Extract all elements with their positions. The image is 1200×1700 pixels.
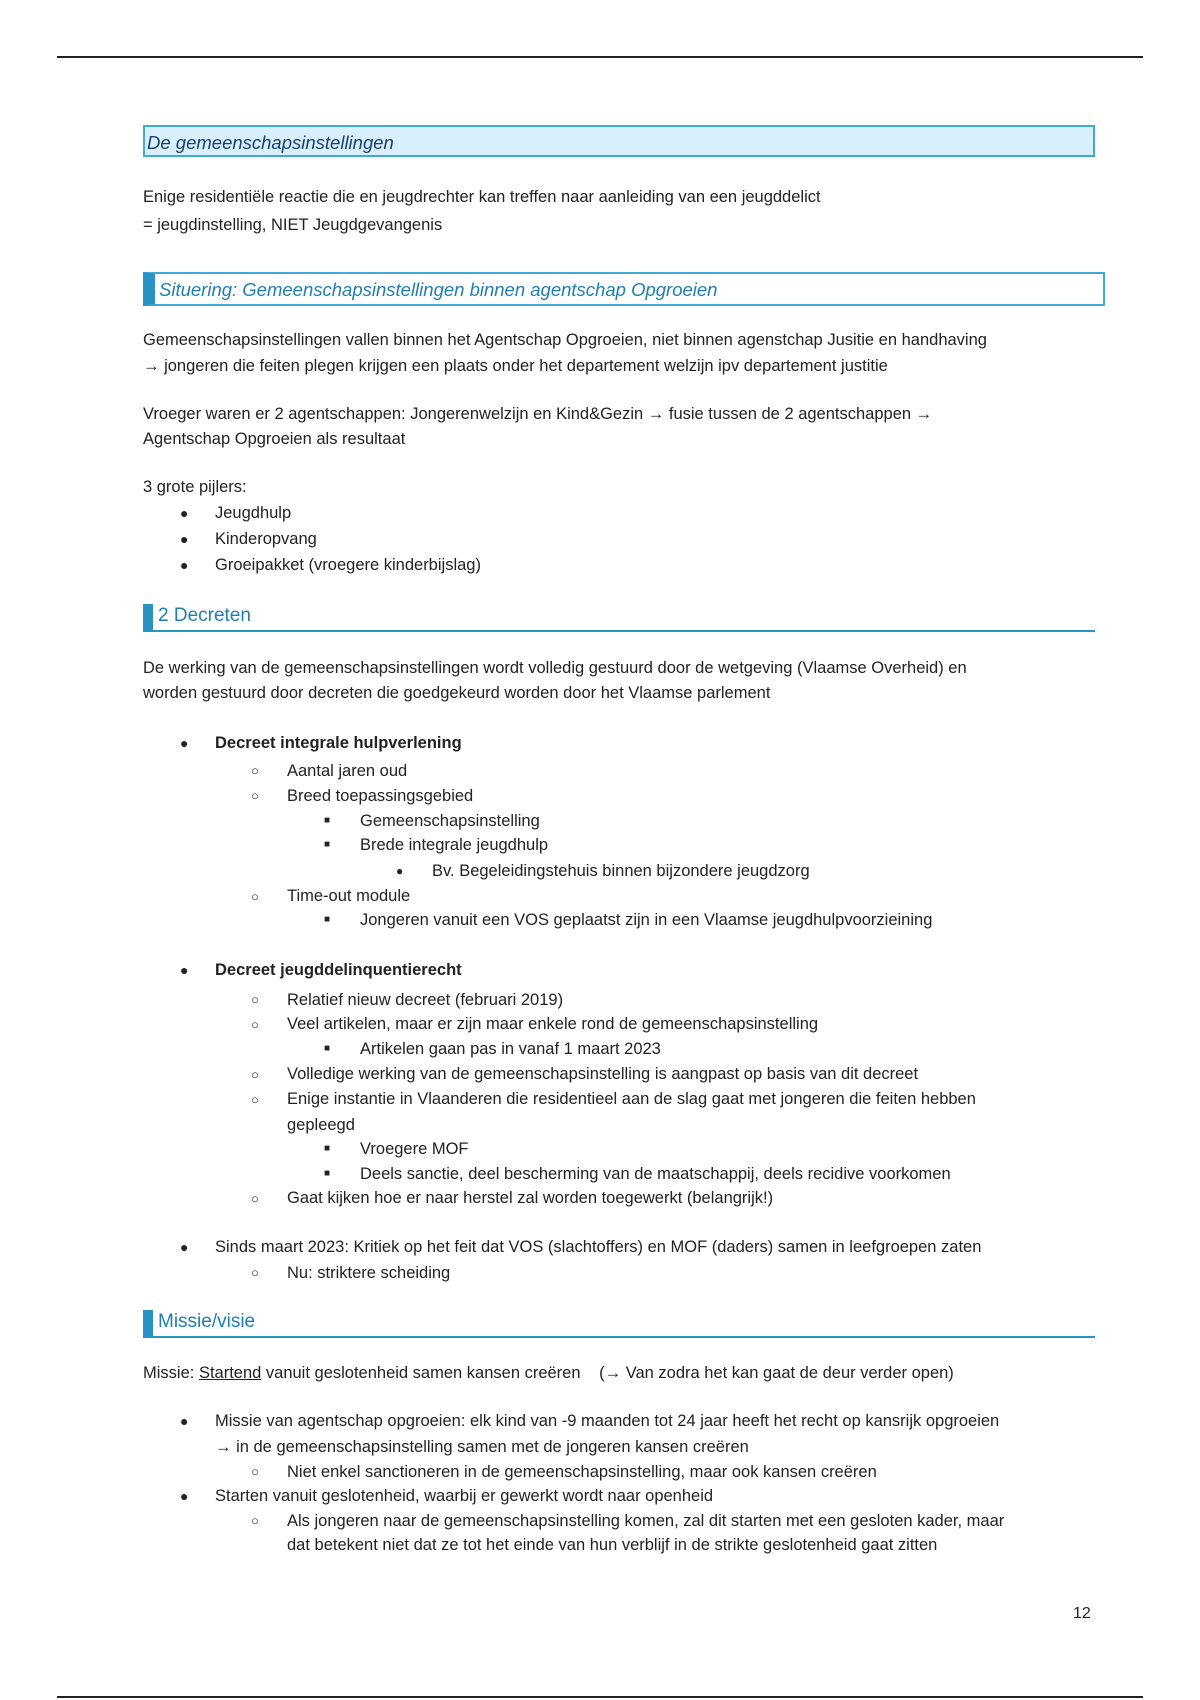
missie-aside: (→ Van zodra het kan gaat de deur verder open): [599, 1364, 954, 1382]
decree-2-item: Veel artikelen, maar er zijn maar enkele rond de gemeenschapsinstelling: [287, 1015, 819, 1033]
missie-bullet-2: Starten vanuit geslotenheid, waarbij er gewerkt wordt naar openheid: [215, 1487, 714, 1505]
decree-2-item: Relatief nieuw decreet (februari 2019): [287, 991, 564, 1009]
bullet-square-icon: ■: [324, 839, 331, 850]
missie-bullet-1-line-2: → in de gemeenschapsinstelling samen met de jongeren kansen creëren: [215, 1438, 749, 1456]
decree-2-item: Volledige werking van de gemeenschapsinstelling is aangpast op basis van dit decreet: [287, 1065, 919, 1083]
bullet-dot-icon: ●: [396, 864, 404, 878]
decreten-p-line-2: worden gestuurd door decreten die goedgekeurd worden door het Vlaamse parlement: [143, 684, 771, 702]
bullet-square-icon: ■: [324, 914, 331, 925]
bullet-dot-icon: ●: [180, 962, 189, 978]
missie-bullet-2-sub-line-2: dat betekent niet dat ze tot het einde van hun verblijf in de strikte geslotenheid gaat zitten: [287, 1536, 938, 1554]
section-title-box: [143, 125, 1095, 157]
bullet-dot-icon: ●: [180, 735, 189, 751]
header-rule: [57, 56, 1143, 58]
bullet-dot-icon: ●: [180, 1488, 189, 1504]
situering-heading: Situering: Gemeenschapsinstellingen binnen agentschap Opgroeien: [159, 279, 718, 300]
bullet-circle-icon: ○: [251, 1191, 259, 1206]
decree-1-item: Breed toepassingsgebied: [287, 787, 474, 805]
missie-statement: [143, 1364, 954, 1383]
situering-p2-line-2: Agentschap Opgroeien als resultaat: [143, 430, 406, 448]
decree-1-subitem: Gemeenschapsinstelling: [360, 812, 540, 830]
missie-bullet-1-sub: Niet enkel sanctioneren in de gemeenschapsinstelling, maar ook kansen creëren: [287, 1463, 877, 1481]
bullet-circle-icon: ○: [251, 1464, 259, 1479]
decreten-p-line-1: De werking van de gemeenschapsinstellingen wordt volledig gestuurd door de wetgeving (Vlaamse Overheid) en: [143, 659, 967, 677]
intro-line-2: = jeugdinstelling, NIET Jeugdgevangenis: [143, 216, 443, 234]
pillar-item: Groeipakket (vroegere kinderbijslag): [215, 556, 481, 574]
decree-2-subitem: Deels sanctie, deel bescherming van de maatschappij, deels recidive voorkomen: [360, 1165, 951, 1183]
bullet-dot-icon: ●: [180, 505, 189, 521]
footer-rule: [57, 1696, 1143, 1698]
decree-2-subitem: Vroegere MOF: [360, 1140, 469, 1158]
since-2023-subitem: Nu: striktere scheiding: [287, 1264, 451, 1282]
bullet-square-icon: ■: [324, 1168, 331, 1179]
missie-underlined-word: Startend: [198, 1364, 262, 1382]
missie-heading-box: [143, 1310, 1095, 1338]
missie-bullet-2-sub-line-1: Als jongeren naar de gemeenschapsinstelling komen, zal dit starten met een gesloten kader, maar: [287, 1512, 1005, 1530]
decree-1-subsubitem: Bv. Begeleidingstehuis binnen bijzondere jeugdzorg: [432, 862, 810, 880]
situering-p2-line-1: Vroeger waren er 2 agentschappen: Jongerenwelzijn en Kind&Gezin → fusie tussen de 2 agentschappen →: [143, 405, 933, 423]
decree-2-item: Gaat kijken hoe er naar herstel zal worden toegewerkt (belangrijk!): [287, 1189, 774, 1207]
page-number: 12: [1073, 1605, 1091, 1622]
missie-text: vanuit geslotenheid samen kansen creëren: [265, 1364, 581, 1382]
decree-2-title: Decreet jeugddelinquentierecht: [215, 961, 462, 979]
decree-2-item: Enige instantie in Vlaanderen die residentieel aan de slag gaat met jongeren die feiten hebben: [287, 1090, 976, 1108]
bullet-circle-icon: ○: [251, 1067, 259, 1082]
decree-1-item: Aantal jaren oud: [287, 762, 408, 780]
heading-accent-bar: [143, 604, 153, 630]
bullet-circle-icon: ○: [251, 992, 259, 1007]
missie-bullet-1-line-1: Missie van agentschap opgroeien: elk kind van -9 maanden tot 24 jaar heeft het recht op kansrijk opgroeien: [215, 1412, 1000, 1430]
decree-1-title: Decreet integrale hulpverlening: [215, 734, 462, 752]
situering-heading-box: [143, 272, 1105, 306]
missie-heading: Missie/visie: [158, 1311, 256, 1332]
bullet-square-icon: ■: [324, 815, 331, 826]
bullet-circle-icon: ○: [251, 788, 259, 803]
since-2023-item: Sinds maart 2023: Kritiek op het feit dat VOS (slachtoffers) en MOF (daders) samen in leefgroepen zaten: [215, 1238, 982, 1256]
situering-p1-line-1: Gemeenschapsinstellingen vallen binnen het Agentschap Opgroeien, niet binnen agenstchap Jusitie en handhaving: [143, 331, 987, 349]
section-title: De gemeenschapsinstellingen: [147, 132, 394, 153]
decreten-heading: 2 Decreten: [158, 605, 251, 626]
bullet-circle-icon: ○: [251, 1513, 259, 1528]
heading-accent-bar: [143, 1310, 153, 1336]
bullet-circle-icon: ○: [251, 1265, 259, 1280]
pillars-label: 3 grote pijlers:: [143, 478, 247, 496]
bullet-circle-icon: ○: [251, 889, 259, 904]
decreten-heading-box: [143, 604, 1095, 632]
bullet-square-icon: ■: [324, 1143, 331, 1154]
bullet-dot-icon: ●: [180, 557, 189, 573]
decree-1-item: Time-out module: [287, 887, 411, 905]
bullet-circle-icon: ○: [251, 1092, 259, 1107]
pillar-item: Kinderopvang: [215, 530, 317, 548]
intro-line-1: Enige residentiële reactie die en jeugdrechter kan treffen naar aanleiding van een jeugddelict: [143, 188, 821, 206]
pillar-item: Jeugdhulp: [215, 504, 292, 522]
bullet-dot-icon: ●: [180, 531, 189, 547]
bullet-dot-icon: ●: [180, 1413, 189, 1429]
decree-2-subitem: Artikelen gaan pas in vanaf 1 maart 2023: [360, 1040, 661, 1058]
missie-label: Missie:: [143, 1364, 195, 1382]
situering-p1-line-2: → jongeren die feiten plegen krijgen een plaats onder het departement welzijn ipv departement justitie: [143, 357, 888, 375]
bullet-circle-icon: ○: [251, 763, 259, 778]
bullet-circle-icon: ○: [251, 1017, 259, 1032]
bullet-dot-icon: ●: [180, 1239, 189, 1255]
decree-2-item-continued: gepleegd: [287, 1116, 355, 1134]
decree-1-subitem: Brede integrale jeugdhulp: [360, 836, 549, 854]
decree-1-subitem: Jongeren vanuit een VOS geplaatst zijn in een Vlaamse jeugdhulpvoorzieining: [360, 911, 933, 929]
bullet-square-icon: ■: [324, 1043, 331, 1054]
